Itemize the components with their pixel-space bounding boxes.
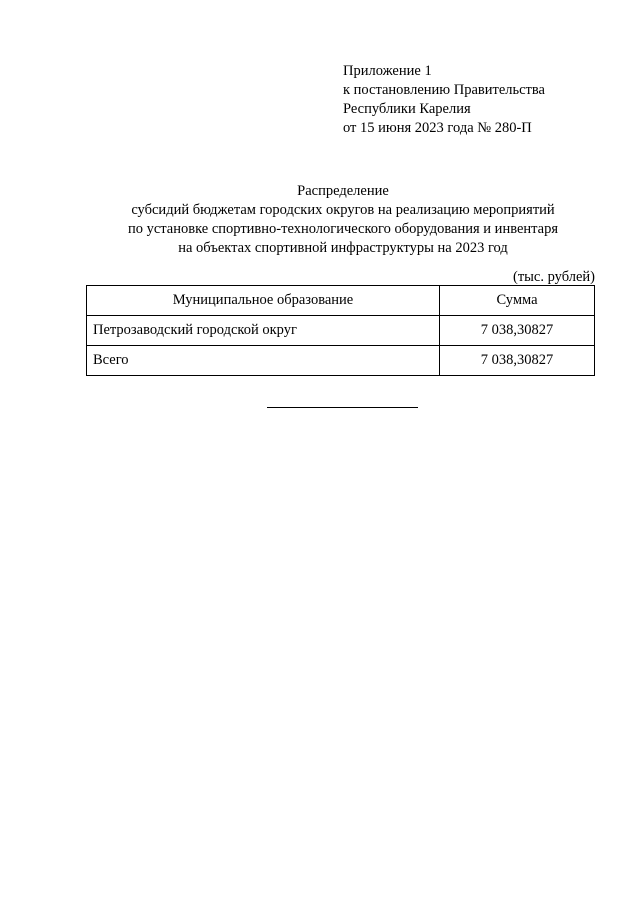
column-header-amount: Сумма: [440, 286, 595, 316]
title-heading: Распределение: [297, 183, 389, 199]
end-separator-line: [267, 407, 418, 408]
title-line: на объектах спортивной инфраструктуры на 2023 год: [178, 240, 508, 256]
table-row: [87, 316, 595, 346]
units-label: (тыс. рублей): [513, 269, 595, 285]
title-line: по установке спортивно-технологического оборудования и инвентаря: [127, 221, 559, 237]
appendix-line: от 15 июня 2023 года № 280-П: [343, 120, 532, 136]
row-municipality: Петрозаводский городской округ: [87, 316, 440, 346]
appendix-block: [343, 62, 545, 138]
table-header-row: [87, 286, 595, 316]
total-label: Всего: [87, 346, 440, 376]
distribution-table: [86, 285, 595, 376]
appendix-line: Республики Карелия: [343, 101, 471, 117]
row-amount: 7 038,30827: [440, 316, 595, 346]
appendix-line: Приложение 1: [343, 63, 432, 79]
total-amount: 7 038,30827: [440, 346, 595, 376]
table-row-total: [87, 346, 595, 376]
appendix-line: к постановлению Правительства: [343, 82, 545, 98]
column-header-municipality: Муниципальное образование: [87, 286, 440, 316]
title-line: субсидий бюджетам городских округов на реализацию мероприятий: [131, 202, 555, 218]
document-title: [60, 182, 626, 258]
